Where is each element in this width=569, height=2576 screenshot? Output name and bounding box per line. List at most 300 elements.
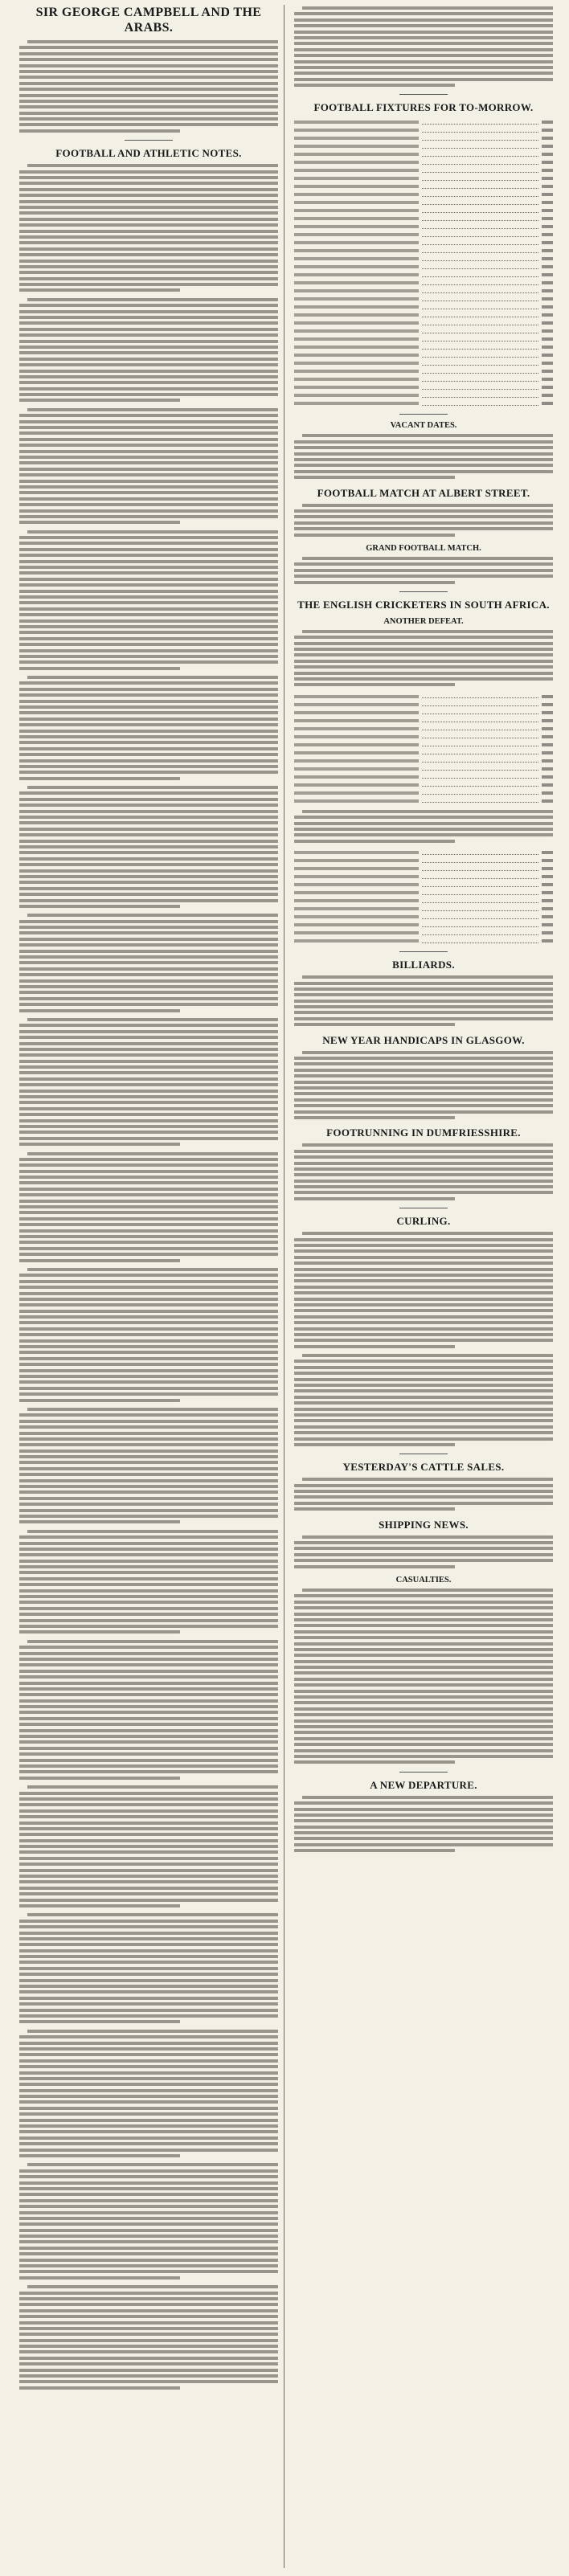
text-line	[294, 636, 553, 639]
text-line	[19, 1857, 278, 1860]
text-line	[19, 887, 278, 890]
section-rule	[399, 414, 448, 415]
text-line	[19, 2247, 278, 2250]
row-label	[294, 354, 419, 357]
table-row	[294, 288, 553, 294]
text-line	[19, 82, 278, 85]
text-line	[19, 358, 278, 361]
row-value	[542, 305, 553, 309]
row-label	[294, 402, 419, 405]
text-line	[19, 1310, 278, 1313]
text-line	[19, 117, 278, 121]
text-line	[19, 1060, 278, 1063]
row-leader	[422, 799, 538, 803]
text-line	[19, 625, 278, 628]
section-heading: FOOTRUNNING IN DUMFRIESSHIRE.	[326, 1126, 521, 1139]
text-line	[19, 607, 278, 611]
row-label	[294, 321, 419, 325]
row-value	[542, 233, 553, 236]
row-label	[294, 386, 419, 389]
text-line	[19, 346, 278, 349]
table-row	[294, 930, 553, 936]
text-line	[19, 1515, 278, 1518]
text-line	[19, 1577, 278, 1580]
row-leader	[422, 915, 538, 919]
row-leader	[422, 394, 538, 398]
row-leader	[422, 758, 538, 763]
text-line	[19, 2149, 278, 2152]
row-label	[294, 378, 419, 381]
row-leader	[422, 694, 538, 698]
text-line	[19, 700, 278, 703]
text-line	[27, 1785, 278, 1789]
text-line	[19, 1241, 278, 1244]
table-row	[294, 693, 553, 700]
body-paragraph	[294, 1534, 553, 1571]
text-line	[19, 503, 278, 506]
text-line	[294, 562, 553, 566]
text-line	[19, 905, 180, 908]
text-line	[294, 1116, 455, 1119]
text-line	[294, 1000, 553, 1003]
section-heading: BILLIARDS.	[392, 959, 455, 971]
text-line	[19, 869, 278, 873]
text-line	[294, 521, 553, 525]
text-line	[19, 578, 278, 581]
text-line	[294, 1743, 553, 1746]
text-line	[302, 434, 553, 437]
body-paragraph	[294, 5, 553, 89]
text-line	[19, 2124, 278, 2128]
text-line	[19, 1163, 278, 1167]
row-value	[542, 241, 553, 244]
table-row	[294, 256, 553, 262]
row-label	[294, 177, 419, 180]
section-heading: ANOTHER DEFEAT.	[383, 616, 464, 626]
body-paragraph	[19, 1266, 278, 1405]
text-line	[27, 914, 278, 917]
text-line	[19, 2169, 278, 2173]
text-line	[19, 123, 278, 126]
row-label	[294, 703, 419, 706]
text-line	[19, 76, 278, 79]
text-line	[19, 985, 278, 988]
text-line	[19, 2009, 278, 2012]
text-line	[294, 1408, 553, 1411]
text-line	[19, 194, 278, 197]
text-line	[19, 1101, 278, 1104]
row-leader	[422, 289, 538, 293]
row-value	[542, 923, 553, 926]
text-line	[19, 1065, 278, 1069]
text-line	[294, 1150, 553, 1153]
text-line	[19, 1833, 278, 1836]
text-line	[294, 642, 553, 645]
text-line	[19, 2217, 278, 2220]
text-line	[19, 2083, 278, 2086]
row-label	[294, 249, 419, 252]
text-line	[19, 1090, 278, 1093]
text-line	[19, 649, 278, 652]
text-line	[19, 2042, 278, 2045]
text-line	[294, 1495, 553, 1499]
body-paragraph	[19, 1528, 278, 1637]
text-line	[19, 2222, 278, 2226]
row-label	[294, 137, 419, 140]
text-line	[294, 1826, 553, 1829]
text-line	[19, 619, 278, 623]
row-leader	[422, 370, 538, 374]
row-leader	[422, 193, 538, 197]
row-value	[542, 859, 553, 862]
text-line	[19, 1875, 278, 1878]
text-line	[294, 1671, 553, 1674]
text-line	[294, 1279, 553, 1282]
text-line	[19, 1375, 278, 1378]
row-leader	[422, 775, 538, 779]
row-label	[294, 931, 419, 934]
text-line	[294, 1606, 553, 1609]
text-line	[19, 2350, 278, 2353]
text-line	[19, 46, 278, 49]
row-leader	[422, 177, 538, 181]
row-leader	[422, 718, 538, 722]
text-line	[19, 688, 278, 691]
text-line	[19, 188, 278, 191]
section-heading: GRAND FOOTBALL MATCH.	[366, 543, 481, 553]
text-line	[19, 2142, 278, 2145]
text-line	[294, 1017, 553, 1020]
text-line	[19, 2136, 278, 2140]
table-row	[294, 127, 553, 133]
table-row	[294, 264, 553, 270]
text-line	[294, 653, 553, 656]
text-line	[19, 1740, 278, 1744]
row-leader	[422, 907, 538, 911]
row-value	[542, 719, 553, 722]
row-label	[294, 161, 419, 164]
text-line	[19, 1497, 278, 1500]
text-line	[27, 40, 278, 43]
text-line	[294, 1396, 553, 1399]
table-row	[294, 718, 553, 724]
text-line	[19, 1077, 278, 1081]
text-line	[19, 798, 278, 801]
text-line	[19, 399, 180, 402]
body-paragraph	[19, 1016, 278, 1149]
text-line	[294, 1613, 553, 1616]
text-line	[19, 491, 278, 494]
text-line	[19, 1705, 278, 1708]
text-line	[19, 816, 278, 819]
row-label	[294, 305, 419, 309]
row-leader	[422, 273, 538, 277]
text-line	[19, 777, 180, 780]
text-line	[19, 497, 278, 501]
right-column-body	[294, 5, 553, 1857]
text-line	[19, 1053, 278, 1057]
text-line	[294, 1327, 553, 1331]
text-line	[294, 1309, 553, 1312]
text-line	[302, 1232, 553, 1235]
row-label	[294, 915, 419, 918]
table-row	[294, 766, 553, 772]
section-rule	[399, 1772, 448, 1773]
row-value	[542, 185, 553, 188]
text-line	[19, 631, 278, 634]
body-paragraph	[19, 912, 278, 1015]
text-line	[27, 2163, 278, 2166]
text-line	[19, 1357, 278, 1360]
text-line	[19, 1280, 278, 1283]
text-line	[19, 1292, 278, 1295]
body-paragraph	[294, 555, 553, 587]
text-line	[19, 1479, 278, 1482]
text-line	[19, 271, 278, 274]
body-paragraph	[19, 2161, 278, 2282]
text-line	[19, 2380, 278, 2383]
text-line	[19, 1333, 278, 1336]
text-line	[19, 2345, 278, 2348]
section-heading: YESTERDAY'S CATTLE SALES.	[342, 1461, 505, 1474]
text-line	[19, 176, 278, 179]
row-label	[294, 241, 419, 244]
text-line	[19, 1339, 278, 1343]
text-line	[27, 1268, 278, 1271]
text-line	[294, 1303, 553, 1306]
text-line	[19, 2292, 278, 2295]
text-line	[19, 1107, 278, 1110]
text-line	[19, 2270, 278, 2273]
text-line	[294, 1110, 553, 1114]
text-line	[294, 1553, 553, 1556]
text-line	[294, 1425, 553, 1429]
table-row	[294, 384, 553, 390]
row-leader	[422, 233, 538, 237]
text-line	[19, 1363, 278, 1366]
text-line	[19, 926, 278, 929]
text-line	[294, 31, 553, 34]
table-row	[294, 790, 553, 796]
text-line	[294, 527, 553, 530]
row-label	[294, 891, 419, 894]
text-line	[294, 1502, 553, 1505]
text-line	[19, 1693, 278, 1696]
table-row	[294, 328, 553, 334]
text-line	[294, 1191, 553, 1194]
row-label	[294, 225, 419, 228]
section-rule	[399, 591, 448, 592]
text-line	[294, 1167, 553, 1171]
row-label	[294, 907, 419, 910]
row-leader	[422, 402, 538, 406]
text-line	[19, 979, 278, 983]
text-line	[19, 1223, 278, 1226]
text-line	[294, 1801, 553, 1805]
text-line	[19, 2077, 278, 2080]
row-value	[542, 153, 553, 156]
text-line	[19, 1670, 278, 1673]
text-line	[294, 1081, 553, 1084]
row-leader	[422, 899, 538, 903]
row-value	[542, 225, 553, 228]
text-line	[19, 1024, 278, 1027]
table-row	[294, 873, 553, 880]
row-value	[542, 931, 553, 934]
text-line	[294, 1507, 455, 1511]
text-line	[294, 440, 553, 444]
body-paragraph	[19, 39, 278, 135]
body-paragraph	[19, 1151, 278, 1265]
text-line	[19, 1181, 278, 1184]
text-line	[19, 1862, 278, 1866]
text-line	[27, 2285, 278, 2288]
section-heading: SHIPPING NEWS.	[379, 1518, 469, 1531]
listing-table	[294, 693, 553, 806]
table-row	[294, 272, 553, 278]
text-line	[27, 530, 278, 534]
text-line	[19, 2193, 278, 2196]
text-line	[19, 566, 278, 569]
table-row	[294, 881, 553, 888]
text-line	[19, 2154, 180, 2157]
text-line	[19, 1193, 278, 1196]
row-label	[294, 289, 419, 292]
row-leader	[422, 121, 538, 125]
text-line	[19, 2107, 278, 2110]
text-line	[19, 899, 278, 902]
text-line	[294, 1389, 553, 1392]
text-line	[19, 2100, 278, 2104]
row-leader	[422, 161, 538, 165]
text-line	[19, 943, 278, 947]
text-line	[294, 1162, 553, 1165]
text-line	[27, 2030, 278, 2033]
text-line	[19, 351, 278, 354]
text-line	[294, 1360, 553, 1363]
table-row	[294, 774, 553, 780]
text-line	[19, 693, 278, 697]
row-leader	[422, 923, 538, 927]
text-line	[19, 2119, 278, 2122]
text-line	[294, 72, 553, 75]
text-line	[19, 1205, 278, 1208]
text-line	[294, 60, 553, 63]
text-line	[294, 24, 553, 27]
table-row	[294, 119, 553, 125]
text-line	[19, 1315, 278, 1319]
text-line	[27, 298, 278, 301]
section-heading: VACANT DATES.	[390, 421, 457, 431]
text-line	[19, 747, 278, 750]
text-line	[19, 2089, 278, 2092]
row-label	[294, 759, 419, 763]
text-line	[19, 1399, 180, 1402]
row-leader	[422, 783, 538, 787]
text-line	[19, 381, 278, 384]
text-line	[19, 2327, 278, 2330]
text-line	[19, 1822, 278, 1825]
text-line	[294, 1594, 553, 1597]
text-line	[19, 2175, 278, 2178]
text-line	[19, 2053, 278, 2056]
text-line	[27, 1530, 278, 1533]
text-line	[19, 1387, 278, 1390]
text-line	[294, 452, 553, 456]
table-row	[294, 223, 553, 230]
text-line	[19, 857, 278, 861]
body-paragraph	[19, 529, 278, 673]
text-line	[294, 1547, 553, 1550]
text-line	[294, 660, 553, 663]
text-line	[19, 1425, 278, 1429]
row-value	[542, 799, 553, 803]
text-line	[294, 1074, 553, 1077]
table-row	[294, 183, 553, 190]
text-line	[19, 2374, 278, 2378]
text-line	[294, 665, 553, 669]
row-leader	[422, 702, 538, 706]
text-line	[294, 1490, 553, 1493]
text-line	[19, 100, 278, 103]
text-line	[19, 1188, 278, 1191]
table-row	[294, 701, 553, 708]
text-line	[294, 982, 553, 985]
row-value	[542, 783, 553, 787]
text-line	[294, 672, 553, 675]
text-line	[294, 1155, 553, 1159]
text-line	[19, 730, 278, 733]
table-row	[294, 922, 553, 928]
text-line	[19, 70, 278, 73]
text-line	[19, 1759, 278, 1762]
row-value	[542, 346, 553, 349]
text-line	[19, 1589, 278, 1593]
table-row	[294, 143, 553, 149]
text-line	[294, 1437, 553, 1441]
text-line	[19, 2059, 278, 2063]
text-line	[19, 893, 278, 896]
row-label	[294, 329, 419, 333]
text-line	[19, 1455, 278, 1458]
table-row	[294, 368, 553, 374]
row-value	[542, 145, 553, 148]
text-line	[294, 1690, 553, 1693]
text-line	[19, 1630, 180, 1634]
table-row	[294, 167, 553, 174]
text-line	[294, 1092, 553, 1095]
text-line	[19, 991, 278, 994]
text-line	[294, 1636, 553, 1639]
row-label	[294, 129, 419, 132]
row-value	[542, 883, 553, 886]
text-line	[19, 571, 278, 574]
text-line	[19, 1675, 278, 1678]
row-leader	[422, 281, 538, 285]
row-label	[294, 185, 419, 188]
text-line	[294, 1601, 553, 1604]
text-line	[19, 1553, 278, 1556]
text-line	[19, 170, 278, 174]
text-line	[294, 1298, 553, 1301]
text-line	[294, 677, 553, 681]
text-line	[19, 247, 278, 251]
row-leader	[422, 742, 538, 746]
text-line	[19, 711, 278, 714]
table-row	[294, 865, 553, 872]
row-label	[294, 939, 419, 942]
text-line	[19, 1473, 278, 1476]
